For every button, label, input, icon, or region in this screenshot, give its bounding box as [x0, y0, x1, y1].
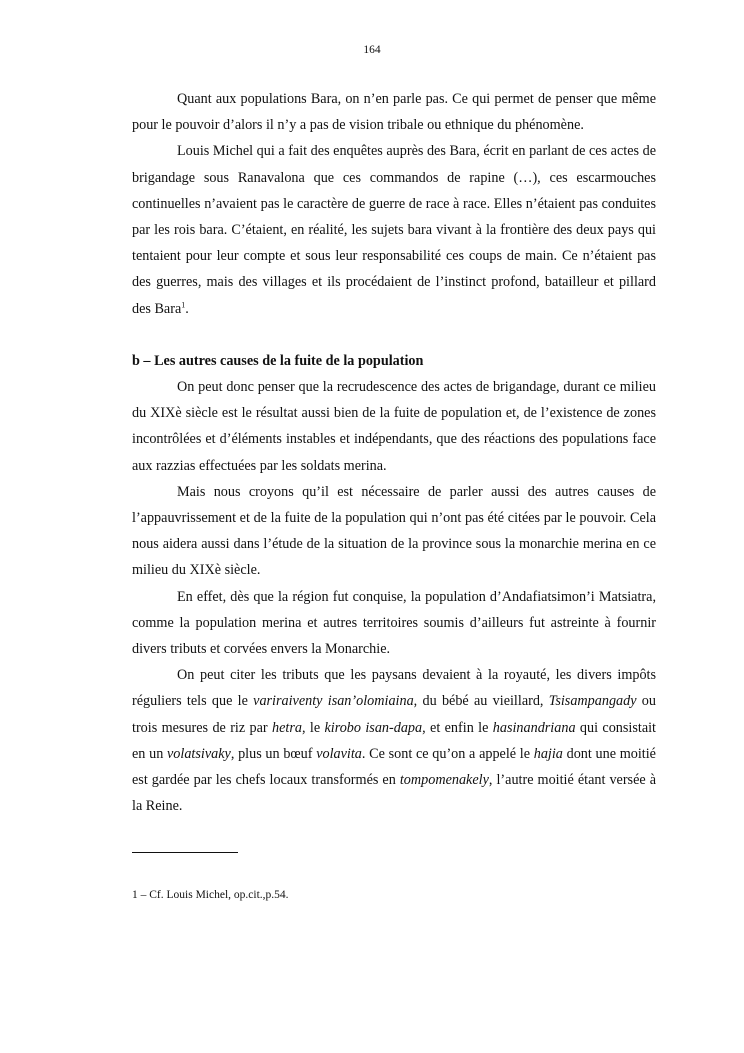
- term-hajia: hajia: [533, 745, 563, 762]
- body-text: [132, 86, 656, 819]
- paragraph-other-causes: Mais nous croyons qu’il est nécessaire de parler aussi des autres causes de l’appauvrissement et de la fuite de la population qui n’ont pas été citées par le pouvoir. Cela nous aidera aussi dans l’étude de la situation de la province sous la monarchie merina en ce milieu du XIXè siècle.: [132, 483, 656, 579]
- footnote-separator: [132, 852, 238, 853]
- paragraph-tributes: [132, 662, 656, 819]
- paragraph-brigandage: On peut donc penser que la recrudescence des actes de brigandage, durant ce milieu du XIXè siècle est le résultat aussi bien de la fuite de population et, de l’existence de zones incontrôlées et d’éléments instables et indépendants, que des réactions des populations face aux razzias effectuées par les soldats merina.: [132, 379, 656, 474]
- text-run: , et enfin le: [422, 719, 493, 736]
- footnote: 1 – Cf. Louis Michel, op.cit.,p.54.: [132, 889, 289, 901]
- term-variraiventy: variraiventy isan’olomiaina: [253, 693, 414, 710]
- text-run: , plus un bœuf: [230, 745, 317, 762]
- term-hasinandriana: hasinandriana: [492, 719, 576, 736]
- paragraph-conquest: En effet, dès que la région fut conquise, la population d’Andafiatsimon’i Matsiatra, comme la population merina et autres territoires soumis d’ailleurs fut astreinte à fournir divers tributs et corvées envers la Monarchie.: [132, 588, 656, 658]
- text-run: , du bébé au vieillard,: [413, 693, 549, 710]
- term-kirobo: kirobo isan-dapa: [324, 719, 423, 736]
- text-run: qui consistait en un: [132, 719, 656, 762]
- text-run: . Ce sont ce qu’on a appelé le: [361, 745, 534, 762]
- footnote-reference[interactable]: 1: [181, 299, 186, 309]
- text-run: dont une moitié est gardée par les chefs locaux transformés en: [132, 745, 656, 789]
- paragraph-louis-michel: [132, 138, 656, 321]
- section-heading: b – Les autres causes de la fuite de la population: [132, 352, 424, 369]
- text-run: , le: [301, 719, 325, 736]
- text-run: ou trois mesures de riz par: [132, 693, 656, 736]
- text-run: On peut citer les tributs que les paysans devaient à la royauté, les divers impôts réguliers tels que le: [132, 667, 656, 710]
- term-tsisampangady: Tsisampangady: [548, 693, 637, 710]
- sentence-end: .: [185, 300, 189, 317]
- paragraph-louis-michel-text: Louis Michel qui a fait des enquêtes auprès des Bara, écrit en parlant de ces actes de brigandage sous Ranavalona que ces commandos de rapine (…), ces escarmouches continuelles n’avaient pas le caractère de guerre de race à race. Elles n’étaient pas conduites par les rois bara. C’étaient, en réalité, les sujets bara vivant à la frontière des deux pays qui tentaient pour leur compte et sous leur responsabilité ces coups de main. Ce n’étaient pas des guerres, mais des villages et ils procédaient de l’instinct profond, batailleur et pillard des Bara: [132, 143, 656, 317]
- page-number: 164: [363, 44, 381, 56]
- paragraph-bara: Quant aux populations Bara, on n’en parle pas. Ce qui permet de penser que même pour le pouvoir d’alors il n’y a pas de vision tribale ou ethnique du phénomène.: [132, 91, 656, 134]
- term-hetra: hetra: [272, 719, 302, 736]
- term-tompomenakely: tompomenakely: [399, 772, 489, 789]
- text-run: , l’autre moitié étant versée à la Reine.: [132, 772, 657, 815]
- term-volavita: volavita: [316, 745, 362, 762]
- term-volatsivaky: volatsivaky: [167, 745, 231, 762]
